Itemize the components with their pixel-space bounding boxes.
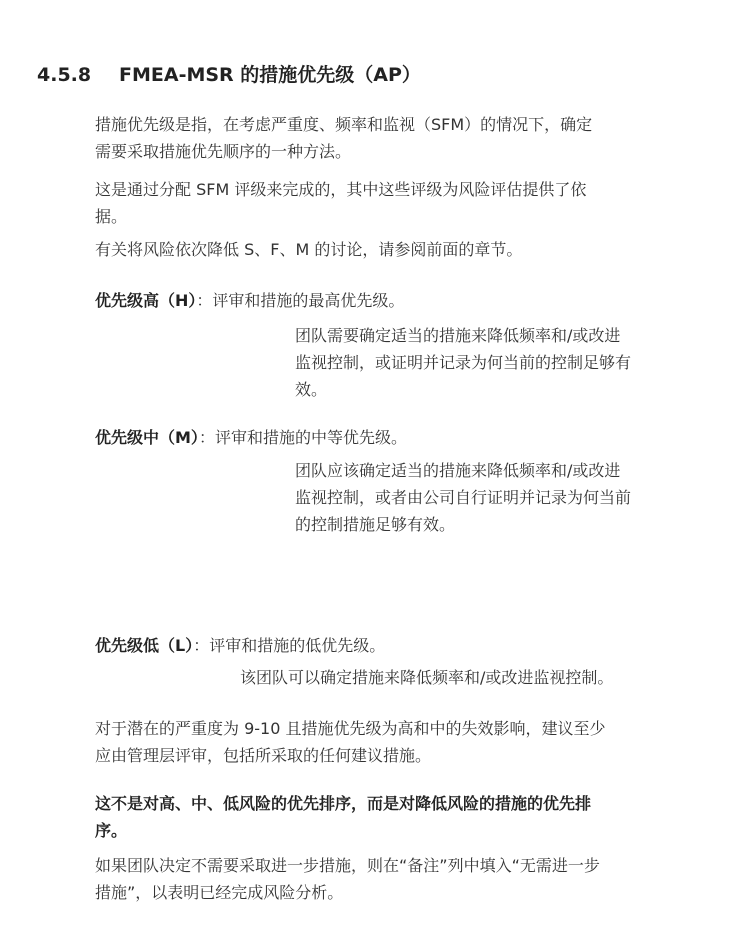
text-line: 对于潜在的严重度为 9-10 且措施优先级为高和中的失效影响，建议至少 (95, 719, 606, 738)
section-number: 4.5.8 (37, 64, 92, 86)
priority-high-detail (295, 322, 700, 403)
text-line: 如果团队决定不需要采取进一步措施，则在“备注”列中填入“无需进一步 (95, 856, 600, 875)
intro-paragraph-3 (95, 236, 695, 263)
severity-note (95, 715, 695, 769)
priority-high-row (95, 287, 404, 314)
text-line: 应由管理层评审，包括所采取的任何建议措施。 (95, 746, 432, 765)
priority-low-row (95, 632, 385, 659)
intro-paragraph-1 (95, 111, 695, 165)
section-heading (37, 60, 421, 87)
priority-high-label: 优先级高（H） (95, 291, 197, 310)
text-line: 有关将风险依次降低 S、F、M 的讨论，请参阅前面的章节。 (95, 240, 523, 259)
text-line: 据。 (95, 207, 128, 226)
priority-medium-row (95, 424, 407, 451)
text-line: 措施优先级是指，在考虑严重度、频率和监视（SFM）的情况下，确定 (95, 115, 593, 134)
priority-medium-summary: ：评审和措施的中等优先级。 (198, 428, 407, 447)
text-line: 该团队可以确定措施来降低频率和/或改进监视控制。 (240, 668, 614, 687)
text-line: 的控制措施足够有效。 (295, 515, 456, 534)
priority-medium-detail (295, 457, 700, 538)
text-line: 这不是对高、中、低风险的优先排序，而是对降低风险的措施的优先排 (95, 794, 592, 813)
priority-high-summary: ：评审和措施的最高优先级。 (196, 291, 405, 310)
no-action-note (95, 852, 695, 906)
text-line: 措施”，以表明已经完成风险分析。 (95, 883, 344, 902)
text-line: 监视控制，或证明并记录为何当前的控制足够有 (295, 353, 632, 372)
section-title: FMEA-MSR 的措施优先级（AP） (119, 64, 421, 86)
text-line: 监视控制，或者由公司自行证明并记录为何当前 (295, 488, 632, 507)
priority-medium-label: 优先级中（M） (95, 428, 199, 447)
intro-paragraph-2 (95, 176, 695, 230)
text-line: 序。 (95, 821, 128, 840)
text-line: 团队应该确定适当的措施来降低频率和/或改进 (295, 461, 621, 480)
text-line: 效。 (295, 380, 328, 399)
priority-low-summary: ：评审和措施的低优先级。 (193, 636, 386, 655)
not-ranking-note (95, 790, 695, 844)
priority-low-label: 优先级低（L） (95, 636, 194, 655)
text-line: 需要采取措施优先顺序的一种方法。 (95, 142, 352, 161)
text-line: 这是通过分配 SFM 评级来完成的，其中这些评级为风险评估提供了依 (95, 180, 587, 199)
priority-low-detail (240, 664, 700, 691)
text-line: 团队需要确定适当的措施来降低频率和/或改进 (295, 326, 621, 345)
